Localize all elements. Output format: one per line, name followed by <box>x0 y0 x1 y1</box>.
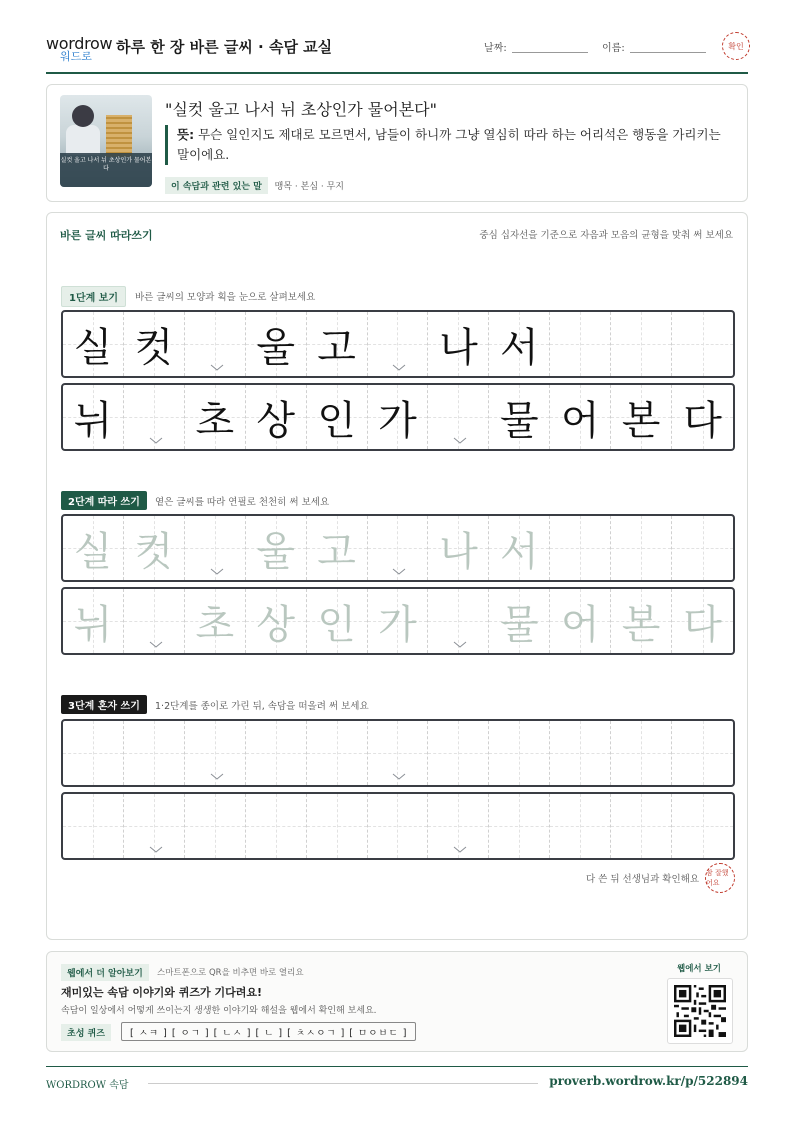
name-label: 이름: <box>602 43 625 54</box>
space-mark-icon <box>210 364 220 370</box>
step3-text: 1·2단계를 종이로 가린 뒤, 속담을 떠올려 써 보세요 <box>155 701 369 712</box>
grid-cell <box>428 385 489 449</box>
grid-cell <box>185 385 246 449</box>
grid-character: 초 <box>195 397 235 444</box>
grid-cell[interactable] <box>368 794 429 858</box>
grid-character: 실 <box>73 324 113 371</box>
grid-character: 서 <box>499 324 539 371</box>
grid-cell[interactable] <box>428 721 489 785</box>
grid-cell <box>489 312 550 376</box>
grid-cell[interactable] <box>368 516 429 580</box>
proverb-card <box>46 84 748 202</box>
grid-cell[interactable] <box>368 721 429 785</box>
grid-character: 인 <box>317 601 356 648</box>
grid-character: 어 <box>560 397 600 444</box>
grid-character: 어 <box>560 601 600 648</box>
grid-cell[interactable] <box>307 516 368 580</box>
step2-row-1[interactable] <box>61 514 735 582</box>
grid-cell[interactable] <box>489 516 550 580</box>
grid-cell <box>368 312 429 376</box>
grid-cell[interactable] <box>246 516 307 580</box>
grid-cell[interactable] <box>550 516 611 580</box>
grid-cell[interactable] <box>672 589 733 653</box>
grid-cell[interactable] <box>489 721 550 785</box>
illustration-caption: 실컷 울고 나서 뉘 초상인가 물어본다 <box>60 153 152 187</box>
grid-character: 나 <box>439 528 478 575</box>
grid-character: 실 <box>73 528 113 575</box>
grid-cell <box>489 385 550 449</box>
grid-cell <box>124 312 185 376</box>
grid-character: 컷 <box>134 528 174 575</box>
footer-divider <box>46 1066 748 1067</box>
qr-label: 웹에서 보기 <box>676 964 721 974</box>
grid-cell[interactable] <box>307 589 368 653</box>
grid-cell[interactable] <box>672 794 733 858</box>
grid-character: 초 <box>195 601 235 648</box>
grid-character: 고 <box>317 528 356 575</box>
grid-character: 물 <box>499 601 539 648</box>
grid-cell[interactable] <box>124 794 185 858</box>
grid-character: 서 <box>499 528 539 575</box>
practice-title: 바른 글씨 따라쓰기 <box>60 229 153 242</box>
footer-url[interactable]: proverb.wordrow.kr/p/522894 <box>549 1074 748 1088</box>
step2-badge: 2단계 따라 쓰기 <box>61 491 147 510</box>
grid-cell <box>672 385 733 449</box>
web-description: 속담이 일상에서 어떻게 쓰이는지 생생한 이야기와 해설을 웹에서 확인해 보세요. <box>61 1006 377 1016</box>
grid-character: 다 <box>683 397 722 444</box>
proverb-meaning <box>165 125 725 165</box>
web-subtext: 스마트폰으로 QR을 비추면 바로 열리요 <box>157 968 304 978</box>
grid-cell[interactable] <box>185 589 246 653</box>
grid-cell[interactable] <box>672 516 733 580</box>
grid-cell <box>428 312 489 376</box>
grid-cell <box>368 385 429 449</box>
grid-character: 본 <box>621 397 661 444</box>
space-mark-icon <box>453 641 463 647</box>
grid-cell[interactable] <box>611 516 672 580</box>
grid-character: 울 <box>256 324 295 371</box>
grid-character: 물 <box>499 397 539 444</box>
practice-note: 중심 십자선을 기준으로 자음과 모음의 균형을 맞춰 써 보세요 <box>479 230 733 241</box>
grid-character: 가 <box>378 601 417 648</box>
grid-cell <box>124 385 185 449</box>
grid-cell[interactable] <box>611 794 672 858</box>
logo-text: wordrow <box>46 34 113 53</box>
step3-row-2[interactable] <box>61 792 735 860</box>
page-header <box>46 30 748 74</box>
space-mark-icon <box>392 773 402 779</box>
grid-cell[interactable] <box>307 794 368 858</box>
grid-cell <box>307 385 368 449</box>
step2-text: 옅은 글씨를 따라 연필로 천천히 써 보세요 <box>155 497 330 508</box>
grid-character: 다 <box>683 601 722 648</box>
meaning-label: 뜻: <box>177 127 195 142</box>
grid-cell[interactable] <box>63 794 124 858</box>
practice-section <box>46 212 748 940</box>
space-mark-icon <box>149 846 159 852</box>
initial-consonant-quiz: [ ㅅㅋ ] [ ㅇㄱ ] [ ㄴㅅ ] [ ㄴ ] [ ㅊㅅㅇㄱ ] [ ㅁㅇㅂㄷ ] <box>121 1022 416 1041</box>
grid-cell <box>611 312 672 376</box>
confirm-stamp: 확인 <box>722 32 750 60</box>
grid-character: 상 <box>256 601 295 648</box>
space-mark-icon <box>149 641 159 647</box>
grid-cell[interactable] <box>63 589 124 653</box>
grid-cell <box>185 312 246 376</box>
grid-cell[interactable] <box>124 721 185 785</box>
grid-cell[interactable] <box>672 721 733 785</box>
space-mark-icon <box>453 846 463 852</box>
related-label: 이 속담과 관련 있는 말 <box>165 177 268 194</box>
grid-character: 뉘 <box>73 601 113 648</box>
grid-cell[interactable] <box>185 516 246 580</box>
related-list: 맹목 · 본심 · 무지 <box>274 182 344 192</box>
date-field[interactable] <box>512 52 588 53</box>
grid-cell[interactable] <box>428 516 489 580</box>
grid-character: 나 <box>439 324 478 371</box>
footer-rule <box>148 1083 538 1084</box>
space-mark-icon <box>149 437 159 443</box>
grid-cell <box>246 312 307 376</box>
grid-cell[interactable] <box>550 794 611 858</box>
step2-row-2[interactable] <box>61 587 735 655</box>
space-mark-icon <box>453 437 463 443</box>
grid-cell[interactable] <box>307 721 368 785</box>
grid-cell <box>611 385 672 449</box>
quiz-label: 초성 퀴즈 <box>61 1024 111 1041</box>
grid-character: 고 <box>317 324 356 371</box>
grid-cell <box>246 385 307 449</box>
praise-stamp: 참 잘했어요 <box>705 863 735 893</box>
date-label: 날짜: <box>484 43 507 54</box>
step3-badge: 3단계 혼자 쓰기 <box>61 695 147 714</box>
logo-sub: 워드로 <box>60 50 92 63</box>
grid-cell[interactable] <box>611 721 672 785</box>
grid-cell <box>63 385 124 449</box>
related-words <box>165 177 344 194</box>
space-mark-icon <box>210 773 220 779</box>
grid-character: 울 <box>256 528 295 575</box>
name-field[interactable] <box>630 52 706 53</box>
grid-cell[interactable] <box>63 516 124 580</box>
step1-text: 바른 글씨의 모양과 획을 눈으로 살펴보세요 <box>135 292 316 303</box>
grid-cell[interactable] <box>124 516 185 580</box>
grid-cell[interactable] <box>124 589 185 653</box>
grid-cell[interactable] <box>550 721 611 785</box>
grid-cell[interactable] <box>246 721 307 785</box>
qr-icon <box>674 985 726 1037</box>
space-mark-icon <box>210 568 220 574</box>
grid-cell[interactable] <box>368 589 429 653</box>
grid-cell[interactable] <box>185 721 246 785</box>
grid-character: 가 <box>378 397 417 444</box>
grid-cell[interactable] <box>63 721 124 785</box>
grid-cell[interactable] <box>611 589 672 653</box>
grid-cell[interactable] <box>246 794 307 858</box>
grid-cell[interactable] <box>489 589 550 653</box>
page-title: 하루 한 장 바른 글씨 · 속담 교실 <box>116 38 333 56</box>
check-text: 다 쓴 뒤 선생님과 확인해요 <box>585 874 699 885</box>
grid-cell[interactable] <box>428 794 489 858</box>
web-section <box>46 951 748 1052</box>
grid-cell <box>550 385 611 449</box>
grid-character: 상 <box>256 397 295 444</box>
space-mark-icon <box>392 568 402 574</box>
grid-cell[interactable] <box>246 589 307 653</box>
grid-cell[interactable] <box>185 794 246 858</box>
grid-cell <box>307 312 368 376</box>
step1-row-2 <box>61 383 735 451</box>
grid-cell <box>550 312 611 376</box>
proverb-title: "실컷 울고 나서 뉘 초상인가 물어본다" <box>165 100 437 119</box>
space-mark-icon <box>392 364 402 370</box>
grid-cell[interactable] <box>550 589 611 653</box>
grid-cell[interactable] <box>428 589 489 653</box>
web-badge: 웹에서 더 알아보기 <box>61 964 149 981</box>
web-headline: 재미있는 속담 이야기와 퀴즈가 기다려요! <box>61 986 262 999</box>
grid-character: 인 <box>317 397 356 444</box>
grid-cell <box>672 312 733 376</box>
grid-character: 본 <box>621 601 661 648</box>
step3-row-1[interactable] <box>61 719 735 787</box>
grid-character: 컷 <box>134 324 174 371</box>
qr-code[interactable] <box>667 978 733 1044</box>
footer-brand: WORDROW 속담 <box>46 1080 129 1091</box>
grid-cell[interactable] <box>489 794 550 858</box>
grid-cell <box>63 312 124 376</box>
step1-row-1 <box>61 310 735 378</box>
meaning-text: 무슨 일인지도 제대로 모르면서, 남들이 하니까 그냥 열심히 따라 하는 어리석은 행동을 가리키는 말이에요. <box>177 127 721 162</box>
proverb-illustration <box>60 95 152 187</box>
grid-character: 뉘 <box>73 397 113 444</box>
step1-badge: 1단계 보기 <box>61 286 126 307</box>
